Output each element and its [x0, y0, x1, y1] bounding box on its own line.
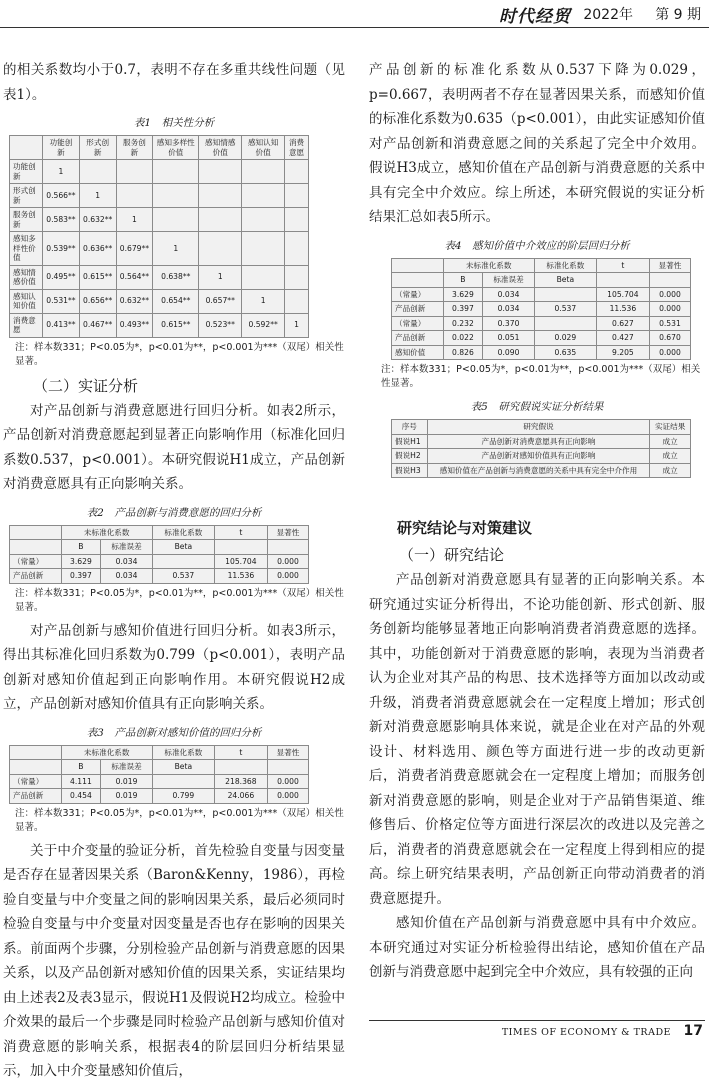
subsection-heading: （一）研究结论: [399, 546, 505, 564]
table-row: [10, 313, 309, 337]
table-cell: 0.679**: [116, 232, 153, 266]
table-cell: [214, 540, 267, 555]
table-cell: （常量）: [392, 316, 444, 331]
table-cell: [10, 760, 62, 775]
table-subheader-row: [10, 760, 309, 775]
table-cell: 0.090: [483, 345, 535, 360]
table-cell: 0.370: [483, 316, 535, 331]
table-cell: 产品创新对感知价值具有正向影响: [427, 449, 650, 464]
table-header-row: [392, 258, 691, 273]
table-cell: [285, 208, 309, 232]
table-cell: [199, 160, 242, 184]
table-cell: [199, 232, 242, 266]
table-cell: Beta: [534, 273, 596, 288]
table-cell: [152, 774, 214, 789]
table-cell: [392, 258, 444, 273]
table-cell: 未标准化系数: [443, 258, 534, 273]
table-cell: 105.704: [214, 554, 267, 569]
table-cell: 0.826: [443, 345, 483, 360]
table-cell: 0.531: [649, 316, 690, 331]
table-cell: [10, 136, 43, 160]
paragraph: 对产品创新与消费意愿进行回归分析。如表2所示，产品创新对消费意愿起到显著正向影响作用（标准化回归系数0.537，p<0.001）。本研究假说H1成立，产品创新对消费意愿具有正向影响关系。: [3, 402, 345, 492]
table-cell: 服务创新: [116, 136, 153, 160]
table-cell: [10, 540, 62, 555]
table-cell: 1: [199, 265, 242, 289]
table-cell: 11.536: [214, 569, 267, 584]
table-cell: 1: [153, 232, 199, 266]
table-cell: 0.627: [596, 316, 649, 331]
table-cell: 0.531**: [43, 289, 80, 313]
table-cell: 标准误差: [483, 273, 535, 288]
table-cell: 功能创新: [43, 136, 80, 160]
right-column: [369, 58, 705, 985]
page-number: 17: [683, 1023, 703, 1039]
paragraph: 关于中介变量的验证分析，首先检验自变量与因变量是否存在显著因果关系（Baron&Kenny，1986），再检验自变量与中介变量之间的影响因果关系，最后必须同时检验自变量与中介变量对因变量是否也存在影响的因果关系。前面两个步骤，分别检验产品创新与消费意愿的因果关系，以及产品创新对感知价值的因果关系，实证结果均由上述表2及表3显示，假说H1及假说H2均成立。检验中介效果的最后一个步骤是同时检验产品创新与感知价值对消费意愿的影响关系，根据表4的阶层回归分析结果显示，加入中介变量感知价值后，: [3, 842, 345, 1079]
table-4-hierarchical-regression: [391, 258, 691, 361]
table-cell: （常量）: [10, 774, 62, 789]
table-cell: （常量）: [392, 287, 444, 302]
table-cell: 显著性: [649, 258, 690, 273]
table-row: [392, 331, 691, 346]
table-4-title: 表4 感知价值中介效应的阶层回归分析: [444, 239, 630, 252]
table-cell: 0.000: [649, 302, 690, 317]
table-cell: [116, 184, 153, 208]
table-cell: 0.615**: [153, 313, 199, 337]
table-cell: [116, 160, 153, 184]
issue-number: 第 9 期: [655, 7, 701, 23]
table-cell: 0.034: [483, 287, 535, 302]
table-cell: 消费意愿: [285, 136, 309, 160]
table-cell: （常量）: [10, 554, 62, 569]
table-cell: [214, 760, 267, 775]
table-row: [10, 789, 309, 804]
table-cell: 感知情感价值: [10, 265, 43, 289]
table-cell: 0.636**: [79, 232, 116, 266]
table-cell: 0.670: [649, 331, 690, 346]
table-cell: 0.495**: [43, 265, 80, 289]
table-cell: 0.656**: [79, 289, 116, 313]
table-row: [10, 184, 309, 208]
table-row: [10, 232, 309, 266]
table-header-row: [10, 136, 309, 160]
issue-year: 2022年: [583, 7, 633, 23]
table-cell: 假说H3: [392, 463, 428, 478]
table-5-title: 表5 研究假说实证分析结果: [470, 401, 604, 413]
paragraph: 产品创新对消费意愿具有显著的正向影响关系。本研究通过实证分析得出，不论功能创新、形式创新、服务创新均能够显著地正向影响消费者消费意愿的选择。其中，功能创新对于消费意愿的影响，表现为当消费者认为企业对其产品的构思、技术选择等方面加以改动或升级，消费者消费意愿就会在一定程度上增加；形式创新对消费意愿影响具体来说，就是企业在对产品的外观设计、材料选用、颜色等方面进行进一步的改动更新后，消费者消费意愿就会在一定程度上增加；而服务创新对消费意愿的影响，则是企业对于产品销售渠道、维修售后、价格定位等方面进行深层次的改进以及完善之后，消费者的消费意愿就会在一定程度上得到相应的提高。综上研究结果表明，产品创新正向带动消费者的消费意愿提升。: [369, 572, 705, 907]
table-cell: 0.022: [443, 331, 483, 346]
table-cell: t: [214, 745, 267, 760]
table-3-regression: [9, 745, 309, 804]
table-header-row: [10, 745, 309, 760]
table-cell: 1: [116, 208, 153, 232]
table-cell: 0.467**: [79, 313, 116, 337]
table-cell: 研究假说: [427, 420, 650, 435]
table-cell: 产品创新: [392, 302, 444, 317]
table-1-correlation: [9, 135, 309, 338]
table-cell: [285, 184, 309, 208]
table-row: [392, 449, 691, 464]
table-cell: 产品创新对消费意愿具有正向影响: [427, 434, 650, 449]
table-cell: 感知多样性价值: [10, 232, 43, 266]
table-cell: 显著性: [267, 745, 308, 760]
table-cell: [242, 184, 285, 208]
table-cell: 0.427: [596, 331, 649, 346]
table-cell: 成立: [650, 434, 691, 449]
table-cell: 0.564**: [116, 265, 153, 289]
table-cell: 0.397: [61, 569, 101, 584]
table-cell: [267, 760, 308, 775]
table-cell: 0.537: [152, 569, 214, 584]
table-cell: [242, 232, 285, 266]
table-cell: [242, 265, 285, 289]
table-cell: 9.205: [596, 345, 649, 360]
table-row: [10, 208, 309, 232]
table-cell: 1: [285, 313, 309, 337]
table-cell: 成立: [650, 463, 691, 478]
table-cell: 0.493**: [116, 313, 153, 337]
table-cell: 218.368: [214, 774, 267, 789]
table-cell: 0.615**: [79, 265, 116, 289]
table-cell: t: [214, 525, 267, 540]
table-1-note: 注：样本数331；P<0.05为*，p<0.01为**，p<0.001为***（双尾）相关性显著。: [15, 341, 344, 367]
table-cell: 105.704: [596, 287, 649, 302]
table-cell: 感知多样性价值: [153, 136, 199, 160]
table-cell: 产品创新: [10, 569, 62, 584]
table-cell: 序号: [392, 420, 428, 435]
journal-title: 时代经贸: [499, 7, 571, 27]
table-cell: [152, 554, 214, 569]
table-row: [10, 160, 309, 184]
table-header-row: [10, 525, 309, 540]
table-subheader-row: [392, 273, 691, 288]
table-cell: 消费意愿: [10, 313, 43, 337]
table-cell: [79, 160, 116, 184]
table-cell: B: [61, 540, 101, 555]
table-cell: Beta: [152, 760, 214, 775]
table-cell: 0.566**: [43, 184, 80, 208]
table-cell: 产品创新: [392, 331, 444, 346]
table-row: [10, 554, 309, 569]
table-cell: 3.629: [61, 554, 101, 569]
table-row: [10, 774, 309, 789]
table-cell: 0.635: [534, 345, 596, 360]
table-cell: 0.019: [101, 789, 153, 804]
table-row: [392, 434, 691, 449]
table-cell: 0.000: [267, 554, 308, 569]
paragraph: 对产品创新与感知价值进行回归分析。如表3所示，得出其标准化回归系数为0.799（p<0.001），表明产品创新对感知价值起到正向影响作用。本研究假说H2成立，产品创新对感知价值具有正向影响关系。: [3, 622, 345, 712]
table-row: [10, 569, 309, 584]
table-cell: 0.000: [267, 789, 308, 804]
table-cell: 0.583**: [43, 208, 80, 232]
table-2-regression: [9, 525, 309, 584]
table-cell: [153, 184, 199, 208]
table-cell: 0.413**: [43, 313, 80, 337]
table-cell: 标准化系数: [152, 745, 214, 760]
paragraph: 产品创新的标准化系数从0.537下降为0.029，p=0.667，表明两者不存在显著因果关系，而感知价值的标准化系数为0.635（p<0.001），由此实证感知价值对产品创新和消费意愿之间的关系起了完全中介效用。假说H3成立，感知价值在产品创新与消费意愿的关系中具有完全中介效应。综上所述，本研究假说的实证分析结果汇总如表5所示。: [369, 62, 705, 225]
table-cell: 0.000: [649, 287, 690, 302]
table-cell: 24.066: [214, 789, 267, 804]
table-cell: 感知价值在产品创新与消费意愿的关系中具有完全中介作用: [427, 463, 650, 478]
table-1-title: 表1 相关性分析: [133, 117, 215, 129]
table-cell: 形式创新: [79, 136, 116, 160]
table-row: [392, 463, 691, 478]
table-cell: [10, 525, 62, 540]
table-cell: 1: [79, 184, 116, 208]
table-cell: 感知认知价值: [10, 289, 43, 313]
table-cell: 1: [242, 289, 285, 313]
table-row: [10, 289, 309, 313]
table-cell: 感知认知价值: [242, 136, 285, 160]
table-subheader-row: [10, 540, 309, 555]
table-cell: [649, 273, 690, 288]
table-4-note: 注：样本数331；P<0.05为*，p<0.01为**，p<0.001为***（双尾）相关性显著。: [381, 364, 701, 389]
table-row: [392, 316, 691, 331]
table-row: [392, 302, 691, 317]
table-cell: [267, 540, 308, 555]
table-cell: 0.632**: [79, 208, 116, 232]
table-cell: [153, 208, 199, 232]
table-cell: 0.523**: [199, 313, 242, 337]
table-cell: 假说H2: [392, 449, 428, 464]
table-cell: 0.000: [267, 569, 308, 584]
left-column: [3, 58, 345, 1084]
table-cell: [285, 160, 309, 184]
table-cell: [10, 745, 62, 760]
subsection-heading: （二）实证分析: [33, 376, 139, 395]
table-cell: 0.632**: [116, 289, 153, 313]
table-cell: 实证结果: [650, 420, 691, 435]
table-3-note: 注：样本数331；P<0.05为*，p<0.01为**，p<0.001为***（双尾）相关性显著。: [15, 807, 344, 833]
table-cell: [285, 232, 309, 266]
table-cell: 0.592**: [242, 313, 285, 337]
table-cell: 假说H1: [392, 434, 428, 449]
table-cell: 0.638**: [153, 265, 199, 289]
table-cell: 0.019: [101, 774, 153, 789]
table-cell: 0.232: [443, 316, 483, 331]
table-cell: 0.539**: [43, 232, 80, 266]
table-row: [392, 287, 691, 302]
table-cell: 服务创新: [10, 208, 43, 232]
table-cell: 0.000: [267, 774, 308, 789]
page-header: [0, 0, 709, 28]
table-3-title: 表3 产品创新对感知价值的回归分析: [86, 726, 262, 739]
table-cell: 未标准化系数: [61, 525, 152, 540]
header-rule: [0, 27, 709, 28]
table-cell: [242, 160, 285, 184]
table-row: [10, 265, 309, 289]
table-5-hypothesis-results: [391, 419, 691, 478]
table-cell: 标准化系数: [534, 258, 596, 273]
table-cell: 0.654**: [153, 289, 199, 313]
table-cell: 0.454: [61, 789, 101, 804]
table-cell: 功能创新: [10, 160, 43, 184]
table-cell: 感知情感价值: [199, 136, 242, 160]
table-cell: 4.111: [61, 774, 101, 789]
table-cell: Beta: [152, 540, 214, 555]
paragraph: 的相关系数均小于0.7，表明不存在多重共线性问题（见表1）。: [3, 62, 345, 103]
table-cell: 0.537: [534, 302, 596, 317]
table-cell: 0.051: [483, 331, 535, 346]
table-cell: 标准误差: [101, 540, 153, 555]
table-cell: 11.536: [596, 302, 649, 317]
table-cell: 0.034: [483, 302, 535, 317]
table-cell: 未标准化系数: [61, 745, 152, 760]
table-row: [392, 345, 691, 360]
table-cell: 0.000: [649, 345, 690, 360]
table-cell: 0.034: [101, 569, 153, 584]
table-header-row: [392, 420, 691, 435]
paragraph: 感知价值在产品创新与消费意愿中具有中介效应。本研究通过对实证分析检验得出结论，感知价值在产品创新与消费意愿中起到完全中介效应，具有较强的正向: [369, 915, 705, 980]
table-cell: 感知价值: [392, 345, 444, 360]
table-2-title: 表2 产品创新与消费意愿的回归分析: [86, 506, 262, 519]
table-cell: 产品创新: [10, 789, 62, 804]
table-cell: [596, 273, 649, 288]
table-cell: 0.397: [443, 302, 483, 317]
table-cell: [242, 208, 285, 232]
table-cell: 成立: [650, 449, 691, 464]
table-2-note: 注：样本数331；P<0.05为*，p<0.01为**，p<0.001为***（双尾）相关性显著。: [15, 587, 344, 613]
page-footer: [369, 1018, 705, 1042]
table-cell: 0.029: [534, 331, 596, 346]
table-cell: B: [443, 273, 483, 288]
table-cell: [199, 208, 242, 232]
table-cell: B: [61, 760, 101, 775]
table-cell: [285, 265, 309, 289]
table-cell: [285, 289, 309, 313]
table-cell: 1: [43, 160, 80, 184]
table-cell: 标准化系数: [152, 525, 214, 540]
table-cell: 形式创新: [10, 184, 43, 208]
table-cell: 0.657**: [199, 289, 242, 313]
table-cell: t: [596, 258, 649, 273]
table-cell: 0.034: [101, 554, 153, 569]
table-cell: [199, 184, 242, 208]
table-cell: [534, 287, 596, 302]
table-cell: [153, 160, 199, 184]
footer-rule: [369, 1020, 705, 1021]
table-cell: 显著性: [267, 525, 308, 540]
journal-english-name: TIMES OF ECONOMY & TRADE: [501, 1027, 671, 1038]
table-cell: 3.629: [443, 287, 483, 302]
table-cell: [534, 316, 596, 331]
table-cell: [392, 273, 444, 288]
table-cell: 0.799: [152, 789, 214, 804]
table-cell: 标准误差: [101, 760, 153, 775]
section-heading: 研究结论与对策建议: [397, 519, 533, 537]
